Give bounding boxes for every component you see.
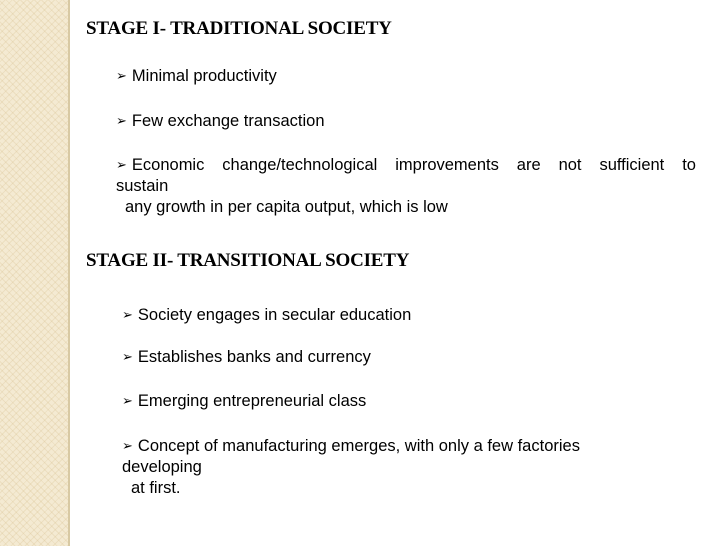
bullet-line: any growth in per capita output, which is low	[125, 198, 448, 216]
bullet-line: at first.	[131, 479, 181, 497]
stage-2-bullet-4	[122, 436, 580, 499]
stage-2-bullet-3	[122, 391, 366, 412]
bullet-word: are	[516, 156, 541, 174]
arrow-bullet-icon: ➢	[122, 307, 133, 322]
bullet-word: sufficient	[599, 156, 665, 174]
arrow-bullet-icon: ➢	[122, 393, 133, 408]
bullet-word: change/technological	[222, 156, 378, 174]
stage-2-bullet-2	[122, 347, 371, 368]
bullet-word: improvements	[395, 156, 499, 174]
bullet-text: Minimal productivity	[131, 67, 277, 85]
bullet-line: ➢ Concept of manufacturing emerges, with only a few factories	[122, 437, 580, 455]
bullet-line-justified	[116, 155, 696, 176]
stage-1-bullet-2	[116, 111, 325, 132]
stage-1-bullet-3	[116, 155, 696, 218]
decorative-left-divider	[68, 0, 70, 546]
stage-1-heading: STAGE I- TRADITIONAL SOCIETY	[86, 18, 392, 39]
bullet-word: to	[682, 156, 696, 174]
arrow-bullet-icon: ➢	[116, 113, 127, 128]
stage-2-bullet-1	[122, 305, 411, 326]
arrow-bullet-icon: ➢	[122, 349, 133, 364]
stage-1-bullet-1	[116, 66, 277, 87]
arrow-bullet-icon: ➢	[122, 438, 133, 453]
arrow-bullet-icon: ➢	[116, 68, 127, 83]
bullet-text: Establishes banks and currency	[137, 348, 371, 366]
bullet-word: not	[558, 156, 582, 174]
arrow-bullet-icon: ➢	[116, 157, 127, 172]
bullet-text: Emerging entrepreneurial class	[137, 392, 367, 410]
bullet-text: Few exchange transaction	[131, 112, 325, 130]
bullet-text: Society engages in secular education	[137, 306, 412, 324]
bullet-line: sustain	[116, 177, 169, 195]
bullet-line: developing	[122, 458, 202, 476]
stage-2-heading: STAGE II- TRANSITIONAL SOCIETY	[86, 250, 410, 271]
bullet-word: ➢ Economic	[116, 156, 205, 174]
decorative-left-strip	[0, 0, 68, 546]
